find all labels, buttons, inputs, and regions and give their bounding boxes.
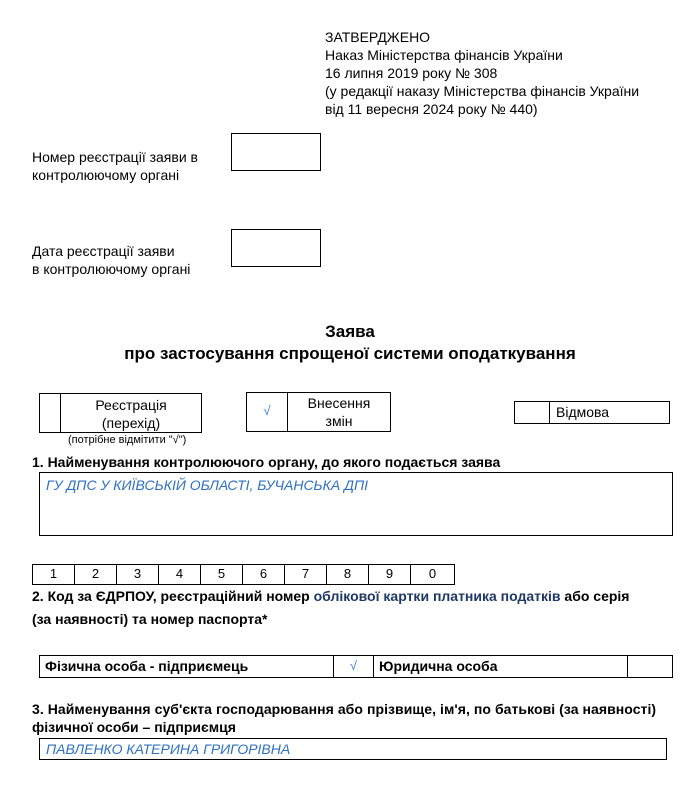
code-digit[interactable]: 0	[428, 566, 437, 581]
registration-checkbox[interactable]	[40, 394, 61, 432]
code-digit[interactable]: 7	[285, 565, 327, 584]
refusal-label: Відмова	[556, 404, 610, 420]
section2-heading: 2. Код за ЄДРПОУ, реєстраційний номер облікової картки платника податків або серія (за наявності) та номер паспорта*	[32, 588, 630, 627]
section3-heading: 3. Найменування суб'єкта господарювання або прізвище, ім'я, по батькові (за наявності) фізичної особи – підприємця	[32, 701, 657, 735]
approval-revision-date: від 11 вересня 2024 року № 440)	[325, 101, 538, 117]
controlling-authority-value: ГУ ДПС У КИЇВСЬКІЙ ОБЛАСТІ, БУЧАНСЬКА ДПІ	[46, 477, 369, 493]
code-digits-row	[32, 564, 455, 585]
individual-entrepreneur-checkbox[interactable]: √	[333, 656, 374, 677]
changes-label: Внесення змін	[307, 395, 371, 429]
refusal-checkbox[interactable]	[515, 402, 550, 423]
changes-checkbox[interactable]: √	[247, 393, 288, 431]
registration-date-field[interactable]	[231, 229, 321, 267]
approval-order: Наказ Міністерства фінансів України	[325, 47, 563, 63]
document-title: Заява про застосування спрощеної системи оподаткування	[124, 322, 576, 363]
code-digit[interactable]: 2	[75, 565, 117, 584]
code-digit[interactable]: 3	[117, 565, 159, 584]
option-changes[interactable]	[246, 392, 391, 432]
code-digit[interactable]: 9	[369, 565, 411, 584]
approval-date: 16 липня 2019 року № 308	[325, 65, 498, 81]
registration-number-field[interactable]	[231, 133, 321, 171]
option-note: (потрібне відмітити "√")	[68, 434, 187, 446]
person-type-row	[39, 655, 673, 678]
code-digit[interactable]: 6	[243, 565, 285, 584]
individual-entrepreneur-label: Фізична особа - підприємець	[45, 658, 249, 674]
code-digit[interactable]: 4	[159, 565, 201, 584]
approval-revision: (у редакції наказу Міністерства фінансів України	[325, 83, 640, 99]
approval-title: ЗАТВЕРДЖЕНО	[325, 29, 431, 45]
controlling-authority-field[interactable]	[39, 472, 673, 536]
registration-date-label: Дата реєстрації заяви в контролюючому органі	[32, 243, 191, 277]
legal-entity-checkbox[interactable]	[627, 656, 672, 677]
entity-name-field[interactable]	[39, 738, 667, 760]
section1-heading: 1. Найменування контролюючого органу, до якого подається заява	[32, 454, 501, 470]
option-registration[interactable]	[39, 393, 202, 433]
code-digit[interactable]: 8	[327, 565, 369, 584]
legal-entity-label: Юридична особа	[379, 658, 498, 674]
approval-block	[325, 28, 685, 118]
registration-label: Реєстрація (перехід)	[95, 397, 167, 431]
registration-number-label: Номер реєстрації заяви в контролюючому органі	[32, 149, 198, 183]
code-digit[interactable]: 5	[201, 565, 243, 584]
code-digit[interactable]: 1	[33, 565, 75, 584]
option-refusal[interactable]	[514, 401, 670, 424]
entity-name-value: ПАВЛЕНКО КАТЕРИНА ГРИГОРІВНА	[46, 741, 291, 757]
